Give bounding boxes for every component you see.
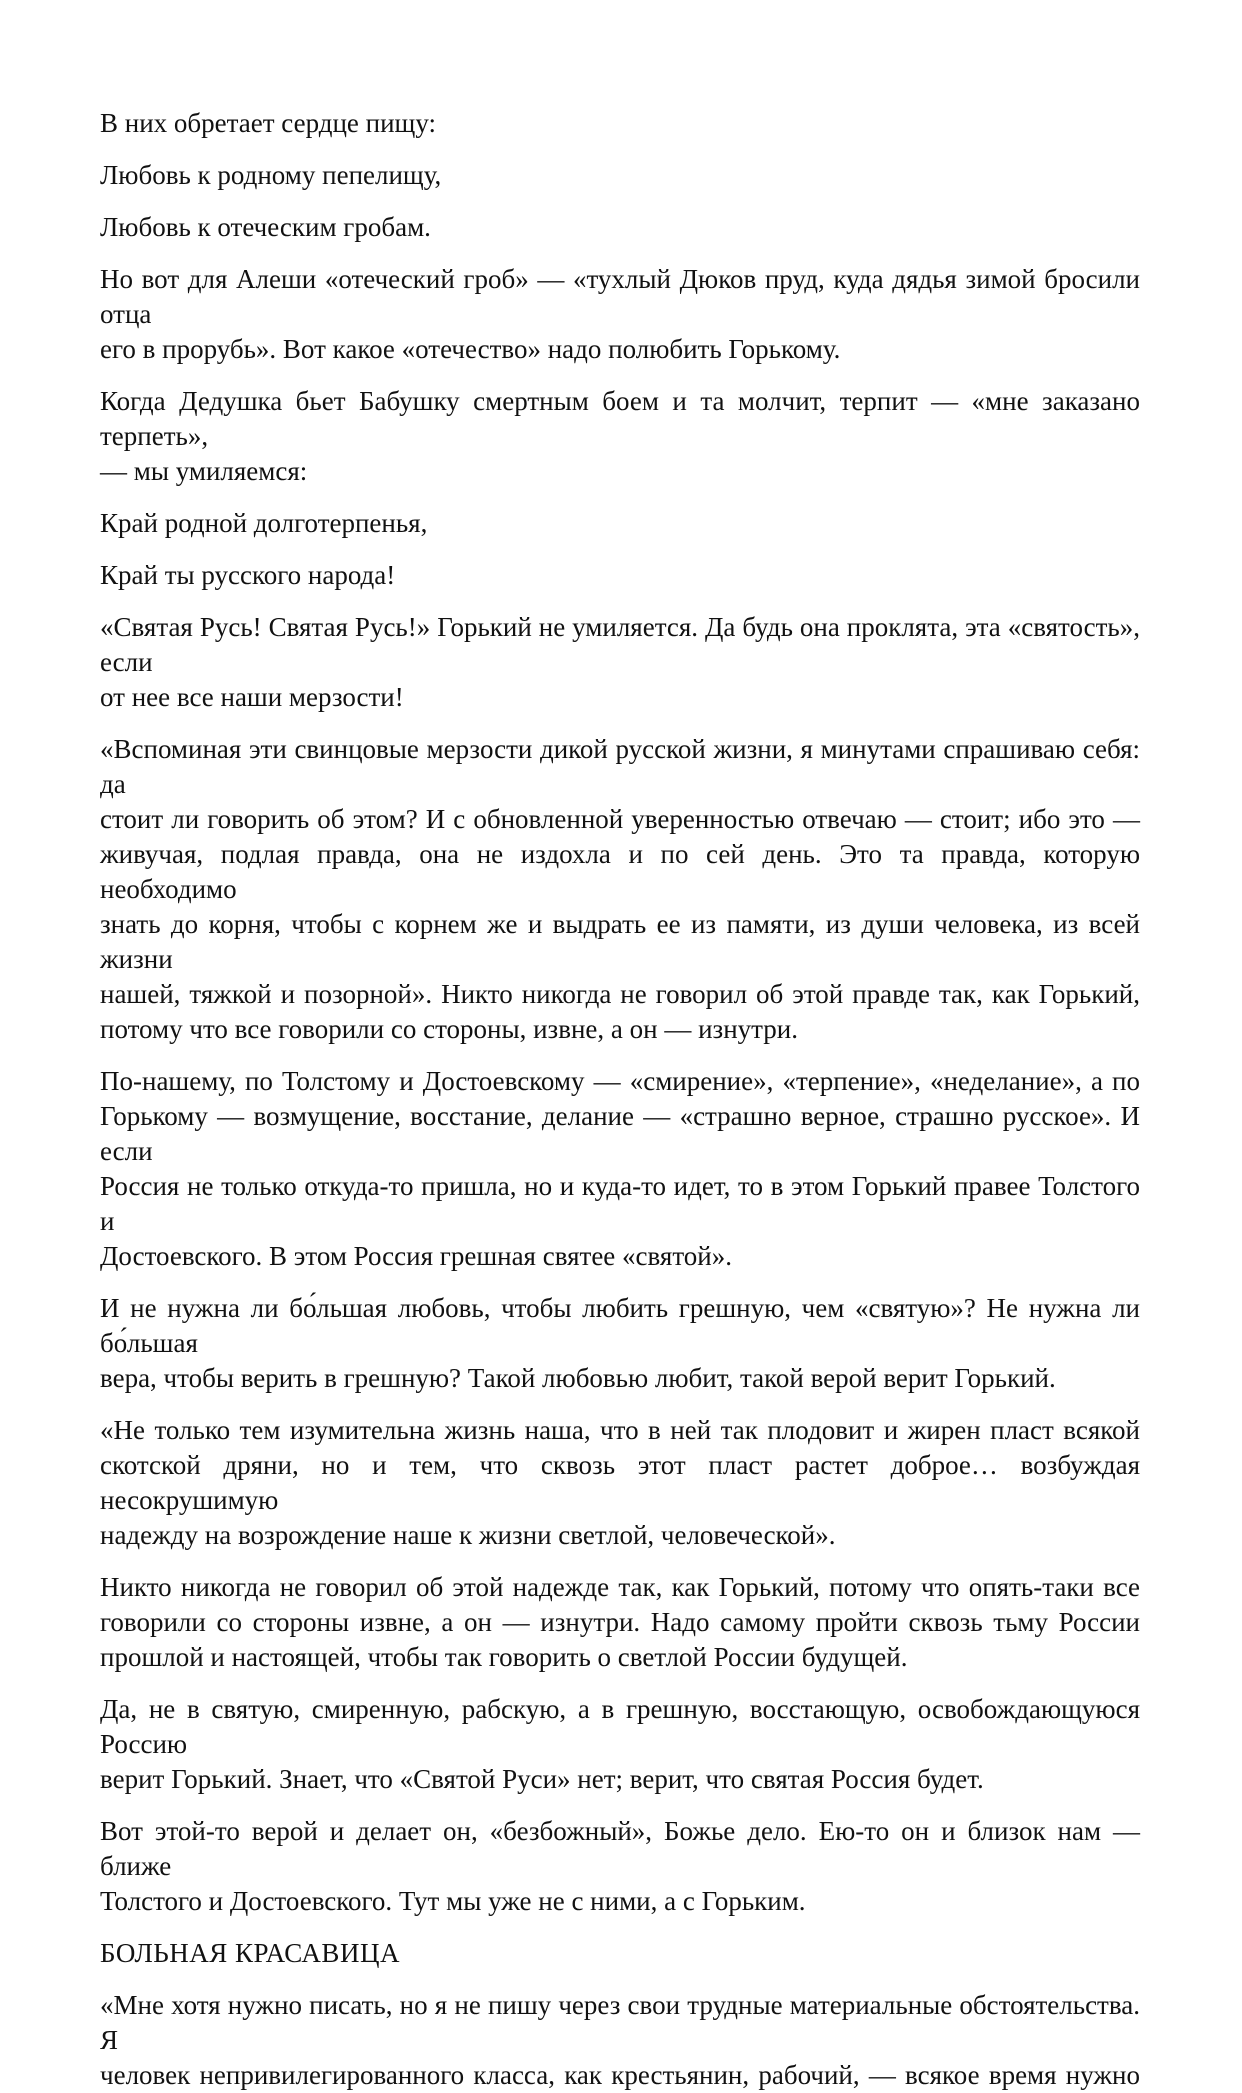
text-line: потому что все говорили со стороны, извне, а он — изнутри. <box>100 1014 798 1044</box>
text-line: живучая, подлая правда, она не издохла и по сей день. Это та правда, которую необходимо <box>100 839 1140 904</box>
paragraph <box>100 262 1140 367</box>
text-line: «Мне хотя нужно писать, но я не пишу через свои трудные материальные обстоятельства. Я <box>100 1990 1140 2055</box>
text-line: Толстого и Достоевского. Тут мы уже не с ними, а с Горьким. <box>100 1886 806 1916</box>
text-line: вера, чтобы верить в грешную? Такой любовью любит, такой верой верит Горький. <box>100 1363 1056 1393</box>
text-line: верит Горький. Знает, что «Святой Руси» нет; верит, что святая Россия будет. <box>100 1764 984 1794</box>
paragraph <box>100 1064 1140 1274</box>
text-line: Любовь к родному пепелищу, <box>100 160 442 190</box>
text-line: Край родной долготерпенья, <box>100 508 428 538</box>
text-line: В них обретает сердце пищу: <box>100 108 436 138</box>
text-line: человек непривилегированного класса, как крестьянин, рабочий, — всякое время нужно <box>100 2060 1140 2090</box>
text-line: БОЛЬНАЯ КРАСАВИЦА <box>100 1938 400 1968</box>
paragraph <box>100 1988 1140 2093</box>
text-line: надежду на возрождение наше к жизни светлой, человеческой». <box>100 1520 836 1550</box>
paragraph <box>100 1692 1140 1797</box>
text-line: Но вот для Алеши «отеческий гроб» — «тухлый Дюков пруд, куда дядья зимой бросили отца <box>100 264 1140 329</box>
text-line: «Не только тем изумительна жизнь наша, что в ней так плодовит и жирен пласт всякой <box>100 1415 1140 1445</box>
text-line: «Вспоминая эти свинцовые мерзости дикой русской жизни, я минутами спрашиваю себя: да <box>100 734 1140 799</box>
document-body <box>100 106 1140 2093</box>
text-line: говорили со стороны извне, а он — изнутри. Надо самому пройти сквозь тьму России <box>100 1607 1140 1637</box>
paragraph <box>100 1291 1140 1396</box>
text-line: знать до корня, чтобы с корнем же и выдрать ее из памяти, из души человека, из всей жизни <box>100 909 1140 974</box>
text-line: нашей, тяжкой и позорной». Никто никогда не говорил об этой правде так, как Горький, <box>100 979 1140 1009</box>
paragraph <box>100 210 1140 245</box>
text-line: скотской дряни, но и тем, что сквозь этот пласт растет доброе… возбуждая несокрушимую <box>100 1450 1140 1515</box>
text-line: Достоевского. В этом Россия грешная святее «святой». <box>100 1241 732 1271</box>
text-line: И не нужна ли бо́льшая любовь, чтобы любить грешную, чем «святую»? Не нужна ли бо́льшая <box>100 1293 1140 1358</box>
text-line: Да, не в святую, смиренную, рабскую, а в грешную, восстающую, освобождающуюся Россию <box>100 1694 1140 1759</box>
text-line: прошлой и настоящей, чтобы так говорить о светлой России будущей. <box>100 1642 908 1672</box>
text-line: — мы умиляемся: <box>100 456 308 486</box>
paragraph <box>100 1814 1140 1919</box>
text-line: Когда Дедушка бьет Бабушку смертным боем и та молчит, терпит — «мне заказано терпеть», <box>100 386 1140 451</box>
section-heading <box>100 1936 1140 1971</box>
text-line: По-нашему, по Толстому и Достоевскому — «смирение», «терпение», «неделание», а по <box>100 1066 1140 1096</box>
paragraph <box>100 1413 1140 1553</box>
text-line: Любовь к отеческим гробам. <box>100 212 431 242</box>
text-line: стоит ли говорить об этом? И с обновленной уверенностью отвечаю — стоит; ибо это — <box>100 804 1140 834</box>
text-line: Горькому — возмущение, восстание, делание — «страшно верное, страшно русское». И если <box>100 1101 1140 1166</box>
paragraph <box>100 1570 1140 1675</box>
paragraph <box>100 106 1140 141</box>
paragraph <box>100 610 1140 715</box>
text-line: Россия не только откуда-то пришла, но и куда-то идет, то в этом Горький правее Толстого и <box>100 1171 1140 1236</box>
paragraph <box>100 558 1140 593</box>
text-line: от нее все наши мерзости! <box>100 682 404 712</box>
text-line: «Святая Русь! Святая Русь!» Горький не умиляется. Да будь она проклята, эта «святость», если <box>100 612 1140 677</box>
text-line: Никто никогда не говорил об этой надежде так, как Горький, потому что опять-таки все <box>100 1572 1140 1602</box>
paragraph <box>100 384 1140 489</box>
paragraph <box>100 506 1140 541</box>
paragraph <box>100 732 1140 1047</box>
text-line: его в прорубь». Вот какое «отечество» надо полюбить Горькому. <box>100 334 841 364</box>
text-line: Вот этой-то верой и делает он, «безбожный», Божье дело. Ею-то он и близок нам — ближе <box>100 1816 1140 1881</box>
text-line: Край ты русского народа! <box>100 560 396 590</box>
paragraph <box>100 158 1140 193</box>
